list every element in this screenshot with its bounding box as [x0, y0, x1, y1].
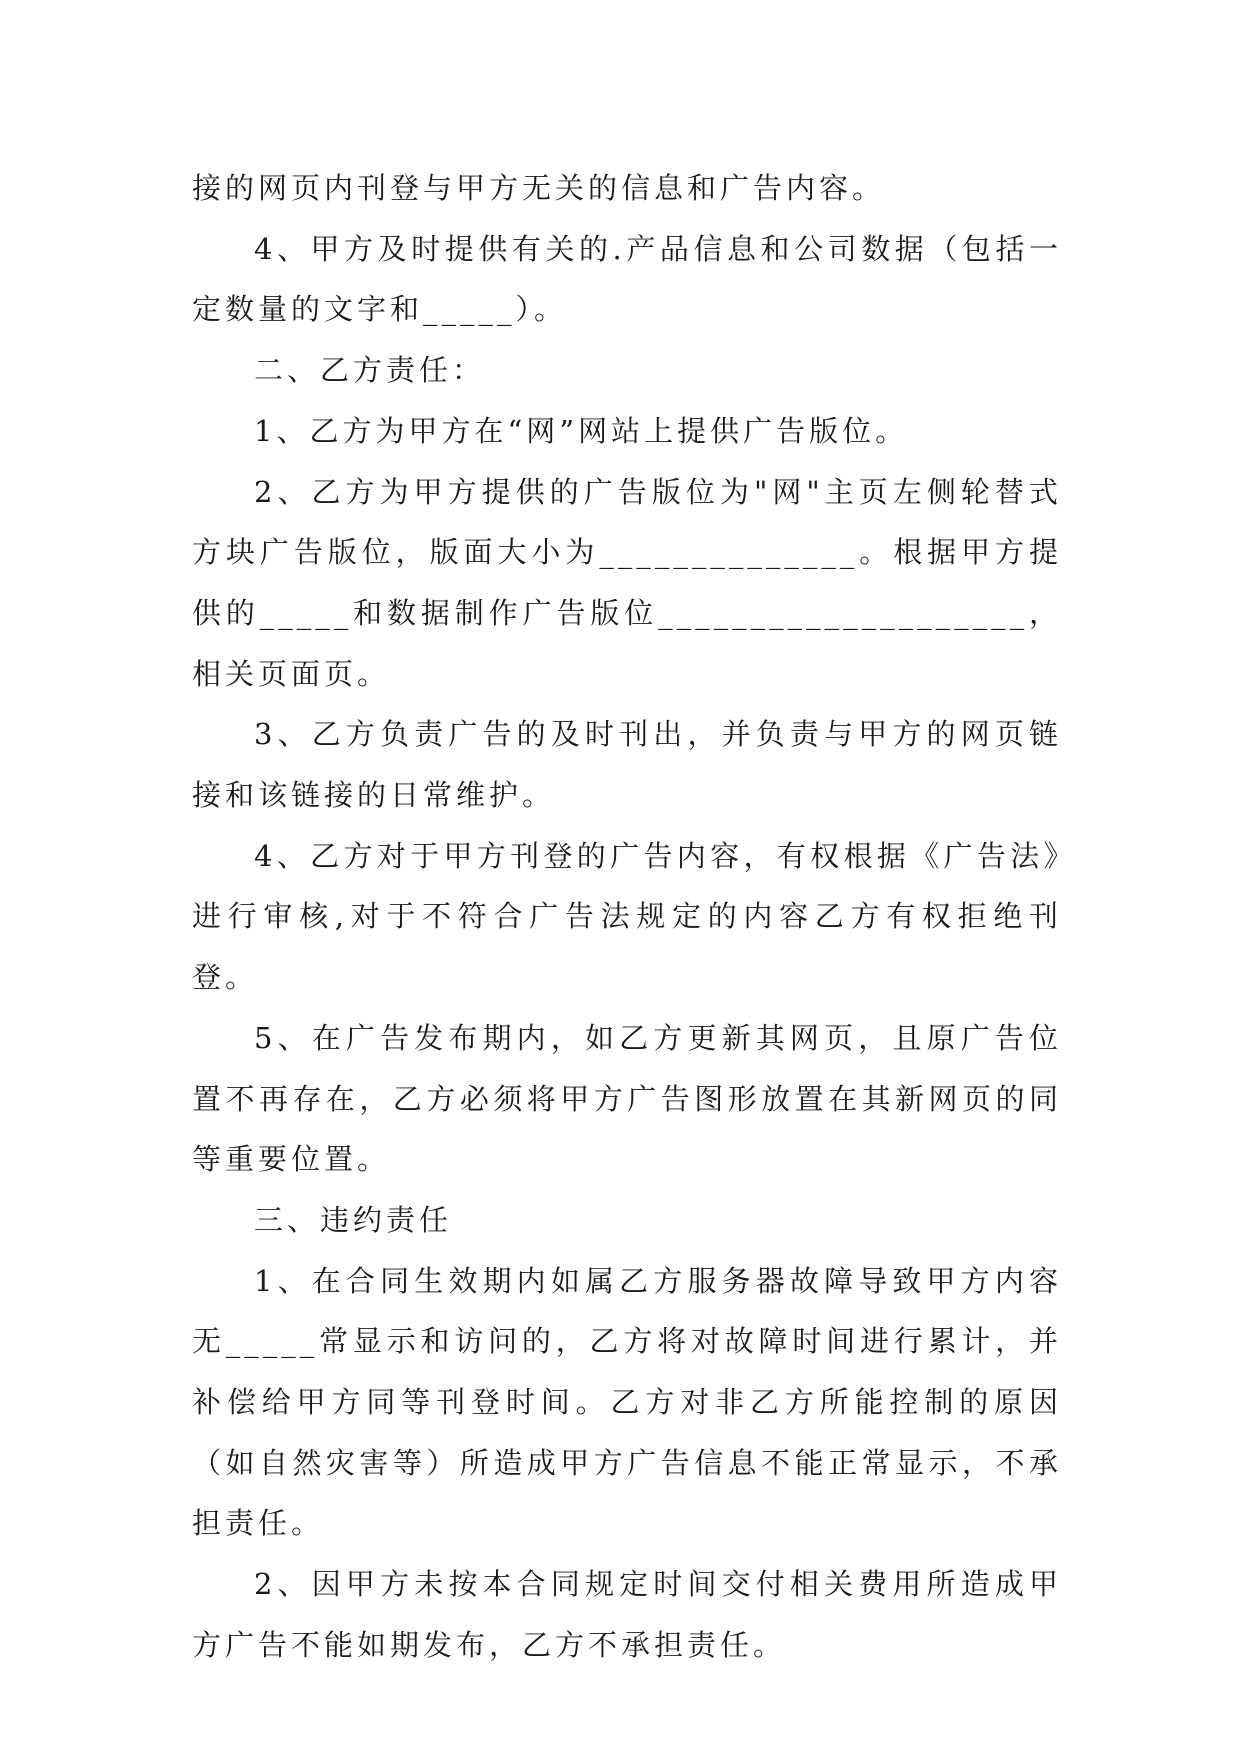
section-heading-breach: 三、违约责任	[254, 1202, 453, 1237]
paragraph-party-a-item-4: 4、甲方及时提供有关的.产品信息和公司数据（包括一定数量的文字和_____）。	[192, 231, 1062, 327]
document-body	[192, 158, 1062, 1676]
paragraph-party-b-item-1: 1、乙方为甲方在“网”网站上提供广告版位。	[254, 413, 909, 448]
paragraph-party-b-item-3: 3、乙方负责广告的及时刊出，并负责与甲方的网页链接和该链接的日常维护。	[192, 717, 1062, 813]
paragraph-party-b-item-4: 4、乙方对于甲方刊登的广告内容，有权根据《广告法》进行审核,对于不符合广告法规定的内容乙方有权拒绝刊登。	[192, 838, 1062, 995]
section-heading-party-b: 二、乙方责任：	[254, 353, 486, 388]
paragraph-party-b-item-2: 2、乙方为甲方提供的广告版位为"网"主页左侧轮替式方块广告版位，版面大小为______________。根据甲方提供的_____和数据制作广告版位____________________，相关页面页。	[192, 474, 1062, 691]
paragraph-party-b-item-5: 5、在广告发布期内，如乙方更新其网页，且原广告位置不再存在，乙方必须将甲方广告图形放置在其新网页的同等重要位置。	[192, 1020, 1062, 1177]
paragraph-breach-item-1: 1、在合同生效期内如属乙方服务器故障导致甲方内容无_____常显示和访问的，乙方将对故障时间进行累计，并补偿给甲方同等刊登时间。乙方对非乙方所能控制的原因（如自然灾害等）所造成甲方广告信息不能正常显示，不承担责任。	[192, 1263, 1062, 1541]
paragraph-continuation: 接的网页内刊登与甲方无关的信息和广告内容。	[192, 171, 886, 205]
paragraph-breach-item-2: 2、因甲方未按本合同规定时间交付相关费用所造成甲方广告不能如期发布，乙方不承担责任。	[192, 1567, 1062, 1662]
